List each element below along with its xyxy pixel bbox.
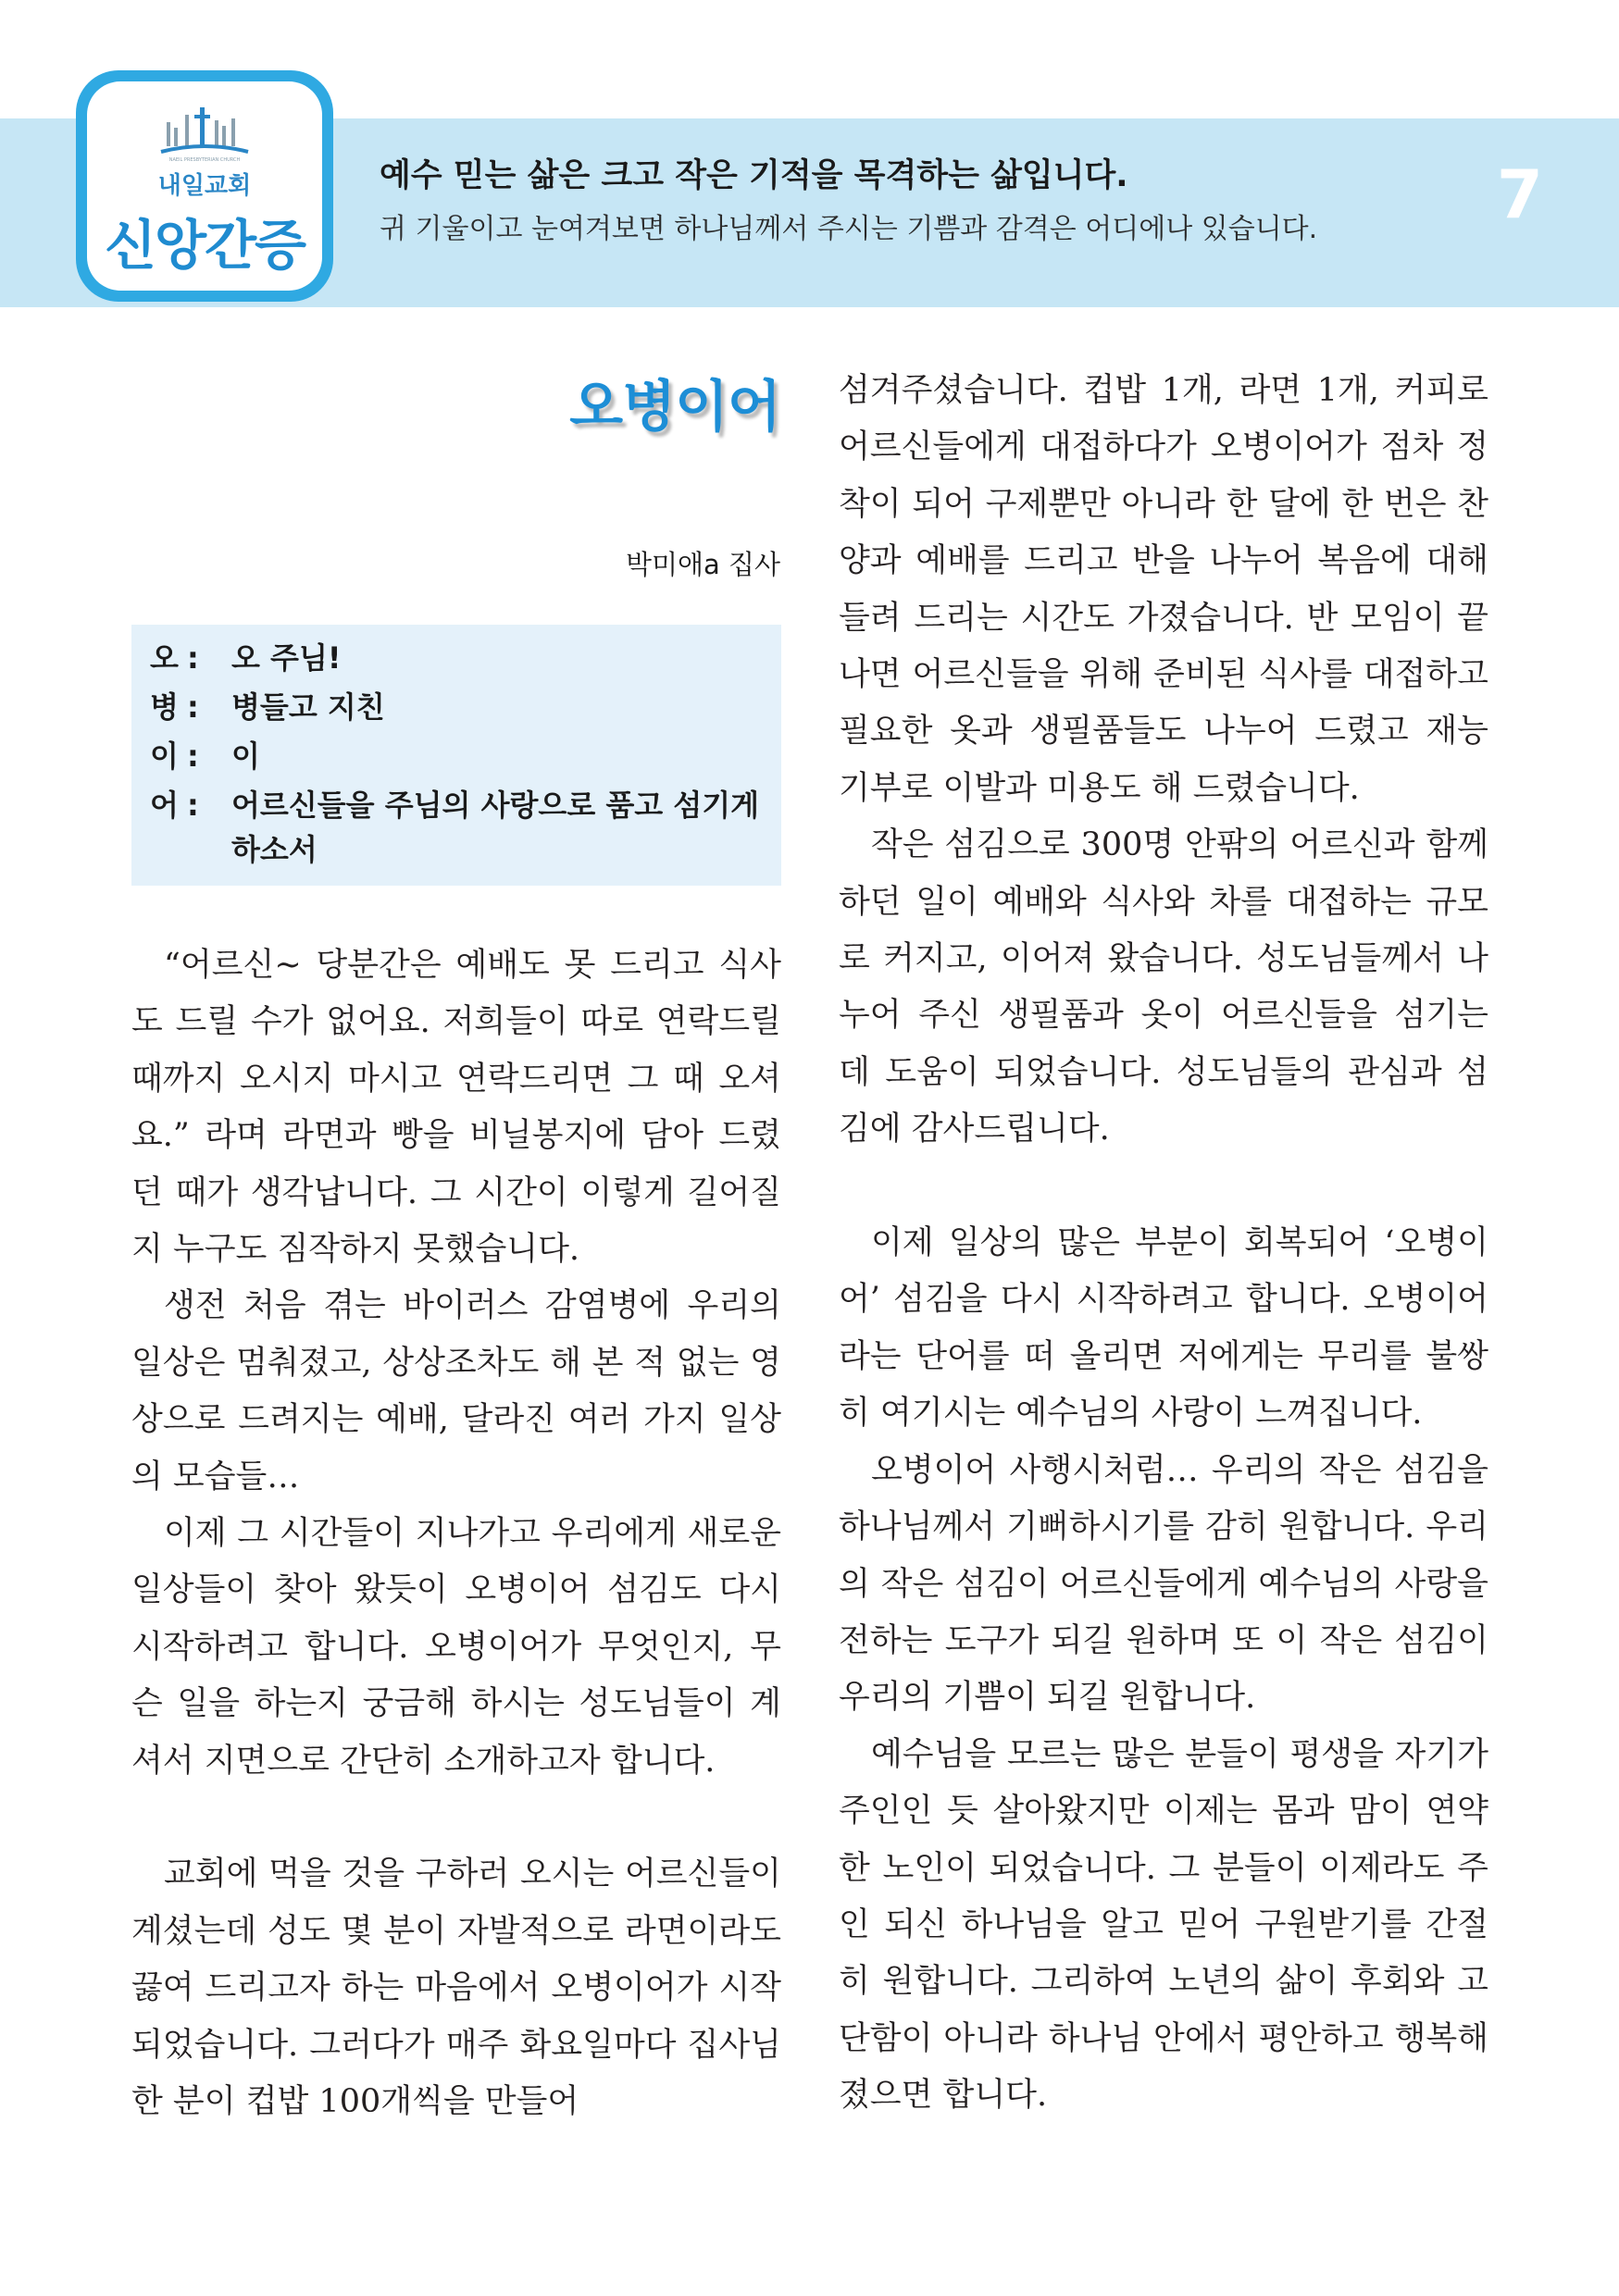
logo-name: 내일교회	[157, 172, 252, 200]
acrostic-line: 병 : 병들고 지친	[150, 683, 781, 732]
right-column	[839, 363, 1488, 2125]
acrostic-letter: 이	[150, 738, 179, 774]
acrostic-line: 어 : 어르신들을 주님의 사랑으로 품고 섬기게 하소서	[150, 781, 781, 872]
body-paragraph: 이제 일상의 많은 부분이 회복되어 ‘오병이어’ 섬김을 다시 시작하려고 합니다. 오병이어라는 단어를 떠 올리면 저에게는 무리를 불쌍히 여기시는 예수님의 사랑이 느껴집니다.	[839, 1224, 1488, 1433]
acrostic-line: 이 : 이	[150, 732, 781, 781]
acrostic-letter: 어	[150, 788, 179, 823]
body-paragraph: 예수님을 모르는 많은 분들이 평생을 자기가 주인인 듯 살아왔지만 이제는 몸과 맘이 연약한 노인이 되었습니다. 그 분들이 이제라도 주인 되신 하나님을 알고 믿어 구원받기를 간절히 원합니다. 그리하여 노년의 삶이 후회와 고단함이 아니라 하나님 안에서 평안하고 행복해졌으면 합니다.	[839, 1735, 1488, 2115]
body-paragraph: 생전 처음 겪는 바이러스 감염병에 우리의 일상은 멈춰졌고, 상상조차도 해 본 적 없는 영상으로 드려지는 예배, 달라진 여러 가지 일상의 모습들…	[131, 1287, 781, 1496]
body-paragraph: “어르신~ 당분간은 예배도 못 드리고 식사도 드릴 수가 없어요. 저희들이 따로 연락드릴 때까지 오시지 마시고 연락드리면 그 때 오셔요.” 라며 라면과 빵을 비닐봉지에 담아 드렸던 때가 생각납니다. 그 시간이 이렇게 길어질지 누구도 짐작하지 못했습니다.	[131, 947, 781, 1269]
acrostic-letter: 병	[150, 689, 179, 725]
acrostic-text: 병들고 지친	[231, 689, 385, 725]
acrostic-line: 오 : 오 주님!	[150, 634, 781, 683]
acrostic-text: 이	[231, 738, 260, 774]
badge-inner	[87, 81, 322, 291]
church-logo-icon	[159, 105, 250, 163]
header-subtitle: 귀 기울이고 눈여겨보면 하나님께서 주시는 기쁨과 감격은 어디에나 있습니다.	[380, 213, 1318, 245]
page-number: 7	[1496, 155, 1543, 233]
logo-en-text: NAEIL PRESBYTERIAN CHURCH	[168, 157, 241, 163]
acrostic-letter: 오	[150, 640, 179, 676]
body-paragraph: 이제 그 시간들이 지나가고 우리에게 새로운 일상들이 찾아 왔듯이 오병이어 섬김도 다시 시작하려고 합니다. 오병이어가 무엇인지, 무슨 일을 하는지 궁금해 하시는 성도님들이 계셔서 지면으로 간단히 소개하고자 합니다.	[131, 1515, 781, 1780]
body-paragraph: 작은 섬김으로 300명 안팎의 어르신과 함께 하던 일이 예배와 식사와 차를 대접하는 규모로 커지고, 이어져 왔습니다. 성도님들께서 나누어 주신 생필품과 옷이 어르신들을 섬기는 데 도움이 되었습니다. 성도님들의 관심과 섬김에 감사드립니다.	[839, 826, 1488, 1148]
body-paragraph: 오병이어 사행시처럼… 우리의 작은 섬김을 하나님께서 기뻐하시기를 감히 원합니다. 우리의 작은 섬김이 어르신들에게 예수님의 사랑을 전하는 도구가 되길 원하며 또 이 작은 섬김이 우리의 기쁨이 되길 원합니다.	[839, 1451, 1488, 1717]
acrostic-box	[131, 625, 781, 886]
left-column	[131, 937, 781, 2131]
article-author: 박미애a 집사	[625, 549, 780, 580]
section-title: 신앙간증	[104, 214, 305, 277]
article-title: 오병이어	[569, 375, 780, 440]
header-title: 예수 믿는 삶은 크고 작은 기적을 목격하는 삶입니다.	[380, 157, 1128, 194]
acrostic-text: 오 주님!	[231, 640, 342, 676]
body-paragraph: 교회에 먹을 것을 구하러 오시는 어르신들이 계셨는데 성도 몇 분이 자발적으로 라면이라도 끓여 드리고자 하는 마음에서 오병이어가 시작되었습니다. 그러다가 매주 화요일마다 집사님 한 분이 컵밥 100개씩을 만들어	[131, 1855, 781, 2121]
section-badge	[76, 70, 333, 302]
acrostic-text: 어르신들을 주님의 사랑으로 품고 섬기게 하소서	[231, 788, 760, 867]
body-paragraph: 섬겨주셨습니다. 컵밥 1개, 라면 1개, 커피로 어르신들에게 대접하다가 오병이어가 점차 정착이 되어 구제뿐만 아니라 한 달에 한 번은 찬양과 예배를 드리고 반을 나누어 복음에 대해 들려 드리는 시간도 가졌습니다. 반 모임이 끝나면 어르신들을 위해 준비된 식사를 대접하고 필요한 옷과 생필품들도 나누어 드렸고 재능 기부로 이발과 미용도 해 드렸습니다.	[839, 372, 1488, 807]
